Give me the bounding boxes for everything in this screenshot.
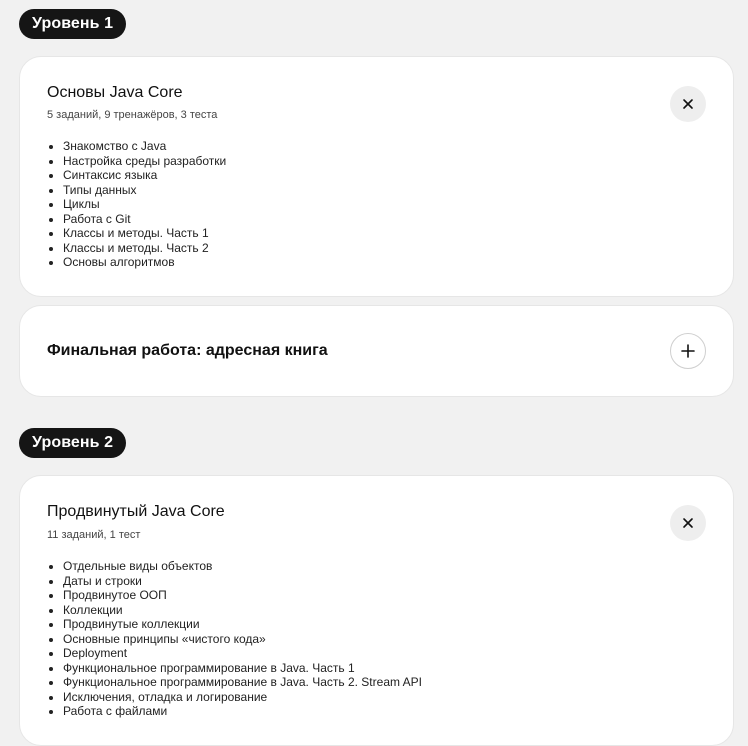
collapse-module-button[interactable] xyxy=(670,86,706,122)
module-title: Основы Java Core xyxy=(47,84,183,101)
expand-module-button[interactable] xyxy=(670,333,706,369)
list-item: • Классы и методы. Часть 1 xyxy=(63,226,226,241)
list-item: • Основы алгоритмов xyxy=(63,255,226,270)
plus-icon xyxy=(681,344,695,358)
list-item: • Знакомство с Java xyxy=(63,139,226,154)
close-icon xyxy=(682,517,694,529)
list-item: • Продвинутое ООП xyxy=(63,588,422,603)
collapse-module-button[interactable] xyxy=(670,505,706,541)
list-item: • Исключения, отладка и логирование xyxy=(63,690,422,705)
list-item: • Работа с Git xyxy=(63,212,226,227)
list-item: • Основные принципы «чистого кода» xyxy=(63,632,422,647)
list-item: • Функциональное программирование в Java. Часть 1 xyxy=(63,661,422,676)
list-item: • Коллекции xyxy=(63,603,422,618)
list-item: • Циклы xyxy=(63,197,226,212)
list-item: • Работа с файлами xyxy=(63,704,422,719)
topic-list xyxy=(47,139,226,270)
module-subtitle: 11 заданий, 1 тест xyxy=(47,529,141,541)
module-title: Продвинутый Java Core xyxy=(47,503,225,520)
list-item: • Даты и строки xyxy=(63,574,422,589)
list-item: • Отдельные виды объектов xyxy=(63,559,422,574)
module-card-advanced-java-core xyxy=(19,475,734,746)
close-icon xyxy=(682,98,694,110)
list-item: • Настройка среды разработки xyxy=(63,154,226,169)
level-2-badge: Уровень 2 xyxy=(19,428,126,458)
list-item: • Классы и методы. Часть 2 xyxy=(63,241,226,256)
list-item: • Deployment xyxy=(63,646,422,661)
module-card-final-project[interactable] xyxy=(19,305,734,397)
list-item: • Функциональное программирование в Java. Часть 2. Stream API xyxy=(63,675,422,690)
module-subtitle: 5 заданий, 9 тренажёров, 3 теста xyxy=(47,109,218,121)
topic-list xyxy=(47,559,422,719)
module-title: Финальная работа: адресная книга xyxy=(47,342,328,359)
module-card-java-core-basics xyxy=(19,56,734,297)
list-item: • Типы данных xyxy=(63,183,226,198)
list-item: • Продвинутые коллекции xyxy=(63,617,422,632)
list-item: • Синтаксис языка xyxy=(63,168,226,183)
level-1-badge: Уровень 1 xyxy=(19,9,126,39)
